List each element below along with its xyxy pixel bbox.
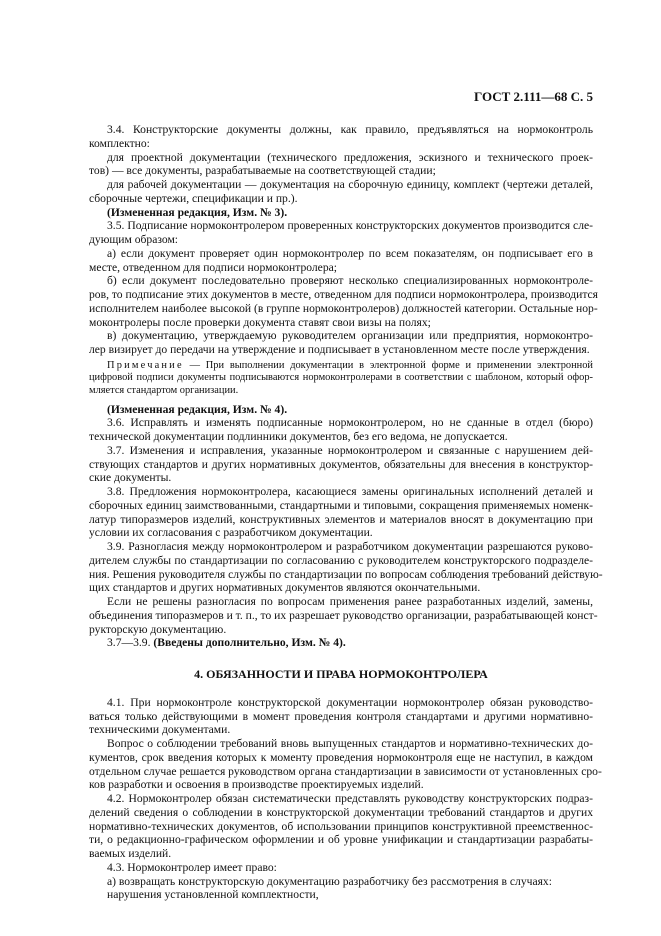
- text-line: лер визирует до передачи на утверждение и подписывает в установленном месте после утверждения.: [89, 343, 590, 356]
- paragraph: [89, 206, 593, 220]
- text-line: технической документации подлинники документов, без его ведома, не допускается.: [89, 430, 508, 444]
- text-line: отдельном случае решается руководством органа стандартизации в зависимости от установленных сро-: [89, 764, 602, 778]
- paragraph: [89, 792, 593, 861]
- text-line: делений сведения о соблюдении в конструкторской документации требований стандартов и других: [89, 805, 593, 819]
- paragraph: [89, 595, 598, 636]
- text-line: в) документацию, утверждаемую руководителем организации или предприятия, нормоконтро-: [107, 329, 593, 343]
- paragraph: [89, 485, 593, 540]
- text-line: ния. Решения руководителя службы по стандартизации по вопросам соблюдения требований действую-: [89, 567, 603, 581]
- paragraph: [89, 540, 603, 595]
- text-line: ти, о редакционно-графическом оформлении и об уровне унификации и стандартизации разрабаты-: [89, 833, 593, 847]
- text-line: тов) — все документы, разрабатываемые на соответствующей стадии;: [89, 164, 436, 178]
- text-line: 3.5. Подписание нормоконтролером проверенных конструкторских документов производится сле-: [107, 219, 593, 233]
- paragraph: [89, 151, 593, 179]
- text-line: кументов, срок введения которых к моменту проведения нормоконтроля еще не наступил, в каждом: [89, 750, 593, 764]
- note-line: Примечание — При выполнении документации в электронной форме и применении электронной: [107, 359, 593, 371]
- page-header: ГОСТ 2.111—68 С. 5: [474, 89, 593, 104]
- text-line: нарушения установленной комплектности,: [107, 888, 319, 902]
- paragraph: [89, 444, 593, 485]
- text-line: рукторскую документацию.: [89, 622, 227, 636]
- paragraph: [89, 403, 593, 417]
- text-line: ские документы.: [89, 471, 172, 485]
- note-line: цифровой подписи документы подписываются нормоконтролерами в соответствии с шаблоном, который офор-: [89, 372, 593, 384]
- text-line: для рабочей документации — документация на сборочную единицу, комплект (чертежи деталей,: [107, 178, 593, 191]
- text-line: латур типоразмеров изделий, конструктивных элементов и материалов вносят в документацию при: [89, 512, 593, 526]
- text-line: 3.8. Предложения нормоконтролера, касающиеся замены оригинальных исполнений деталей и: [107, 485, 593, 499]
- text-line: ствующих стандартов и других нормативных документов, обязательны для внесения в конструктор-: [89, 457, 593, 471]
- paragraph: [89, 123, 593, 151]
- text-line: сборочные чертежи, спецификации и пр.).: [89, 191, 298, 205]
- paragraph: [89, 329, 593, 357]
- note-line: мляется стандартом организации.: [89, 384, 239, 396]
- text-line: а) если документ проверяет один нормоконтролер по всем показателям, он подписывает его в: [107, 246, 593, 260]
- text-line: Если не решены разногласия по вопросам применения ранее разработанных изделий, замены,: [107, 595, 593, 609]
- text-line: а) возвращать конструкторскую документацию разработчику без рассмотрения в случаях:: [107, 874, 552, 888]
- text-line: месте, отведенном для подписи нормоконтролера;: [89, 260, 337, 274]
- text-line: условии их согласования с разработчиком документации.: [89, 526, 373, 540]
- text-line: исполнителем наиболее высокой (в группе нормоконтролеров) должностей категории. Остальные нор-: [89, 301, 598, 315]
- text-line: ваться только действующими в момент проведения контроля стандартами и другими нормативно-: [89, 709, 593, 723]
- text-line: ваемых изделий.: [89, 847, 172, 861]
- paragraph: [89, 274, 599, 329]
- text-line: дителем службы по стандартизации по согласованию с руководителем конструкторского подразделе-: [89, 553, 593, 567]
- paragraph: [89, 737, 602, 792]
- text-line: 3.7. Изменения и исправления, указанные нормоконтролером и связанные с нарушением дей-: [107, 443, 593, 457]
- text-line: 4.1. При нормоконтроле конструкторской документации нормоконтролер обязан руководство-: [107, 695, 593, 709]
- text-line: Вопрос о соблюдении требований вновь выпущенных стандартов и нормативно-технических до-: [107, 737, 593, 751]
- section-4-paragraphs: [89, 695, 602, 902]
- text-line: 3.4. Конструкторские документы должны, как правило, предъявляться на нормоконтроль: [107, 123, 593, 136]
- paragraph: [89, 219, 593, 247]
- note: [89, 360, 593, 398]
- text-line: щих стандартов и других нормативных документов являются окончательными.: [89, 581, 481, 595]
- text-line: техническими документами.: [89, 723, 231, 737]
- section-3-paragraphs-b: [89, 402, 603, 637]
- text-line: (Измененная редакция, Изм. № 4).: [107, 402, 288, 416]
- text-line: ров, то подписание этих документов в месте, отведенном для подписи нормоконтролера, производится: [89, 288, 599, 301]
- paragraph: [89, 875, 593, 889]
- text-line: 3.9. Разногласия между нормоконтролером и разработчиком документации разрешаются руково-: [107, 540, 593, 554]
- paragraph: [89, 888, 593, 902]
- text-line: нормативно-технических документов, об использовании принципов конструктивной преемственнос-: [89, 819, 593, 833]
- text-line: 4.3. Нормоконтролер имеет право:: [107, 860, 277, 874]
- paragraph: [89, 416, 593, 444]
- paragraph: [89, 247, 593, 275]
- amendment-note: 3.7—3.9. (Введены дополнительно, Изм. № 4).: [107, 636, 346, 650]
- text-line: ков разработки и освоения в производстве проектируемых изделий.: [89, 778, 424, 792]
- note-label: Примечание: [107, 359, 184, 371]
- paragraph: [89, 861, 593, 875]
- text-line: комплектно:: [89, 136, 150, 150]
- paragraph: [89, 696, 593, 737]
- text-line: моконтролеры после проверки документа ставят свои визы на полях;: [89, 315, 431, 329]
- text-line: для проектной документации (технического предложения, эскизного и технического проек-: [107, 150, 593, 164]
- section-title: 4. ОБЯЗАННОСТИ И ПРАВА НОРМОКОНТРОЛЕРА: [194, 667, 488, 682]
- text-line: (Измененная редакция, Изм. № 3).: [107, 205, 288, 219]
- text-line: объединения типоразмеров и т. п., то их разрешает руководство организации, разрабатывающей конст-: [89, 608, 598, 622]
- text-line: 4.2. Нормоконтролер обязан систематически представлять руководству конструкторских подраз-: [107, 792, 593, 806]
- text-line: 3.6. Исправлять и изменять подписанные нормоконтролером, но не сданные в отдел (бюро): [107, 416, 593, 430]
- text-line: дующим образом:: [89, 233, 179, 246]
- document-body: [89, 123, 603, 902]
- text-line: б) если документ последовательно проверяют несколько специализированных нормоконтроле-: [107, 274, 593, 288]
- paragraph: [89, 178, 593, 206]
- section-3-paragraphs-a: [89, 123, 599, 357]
- text-line: сборочных единиц заимствованными, стандартными и типовыми, сокращения применяемых номенк-: [89, 498, 593, 512]
